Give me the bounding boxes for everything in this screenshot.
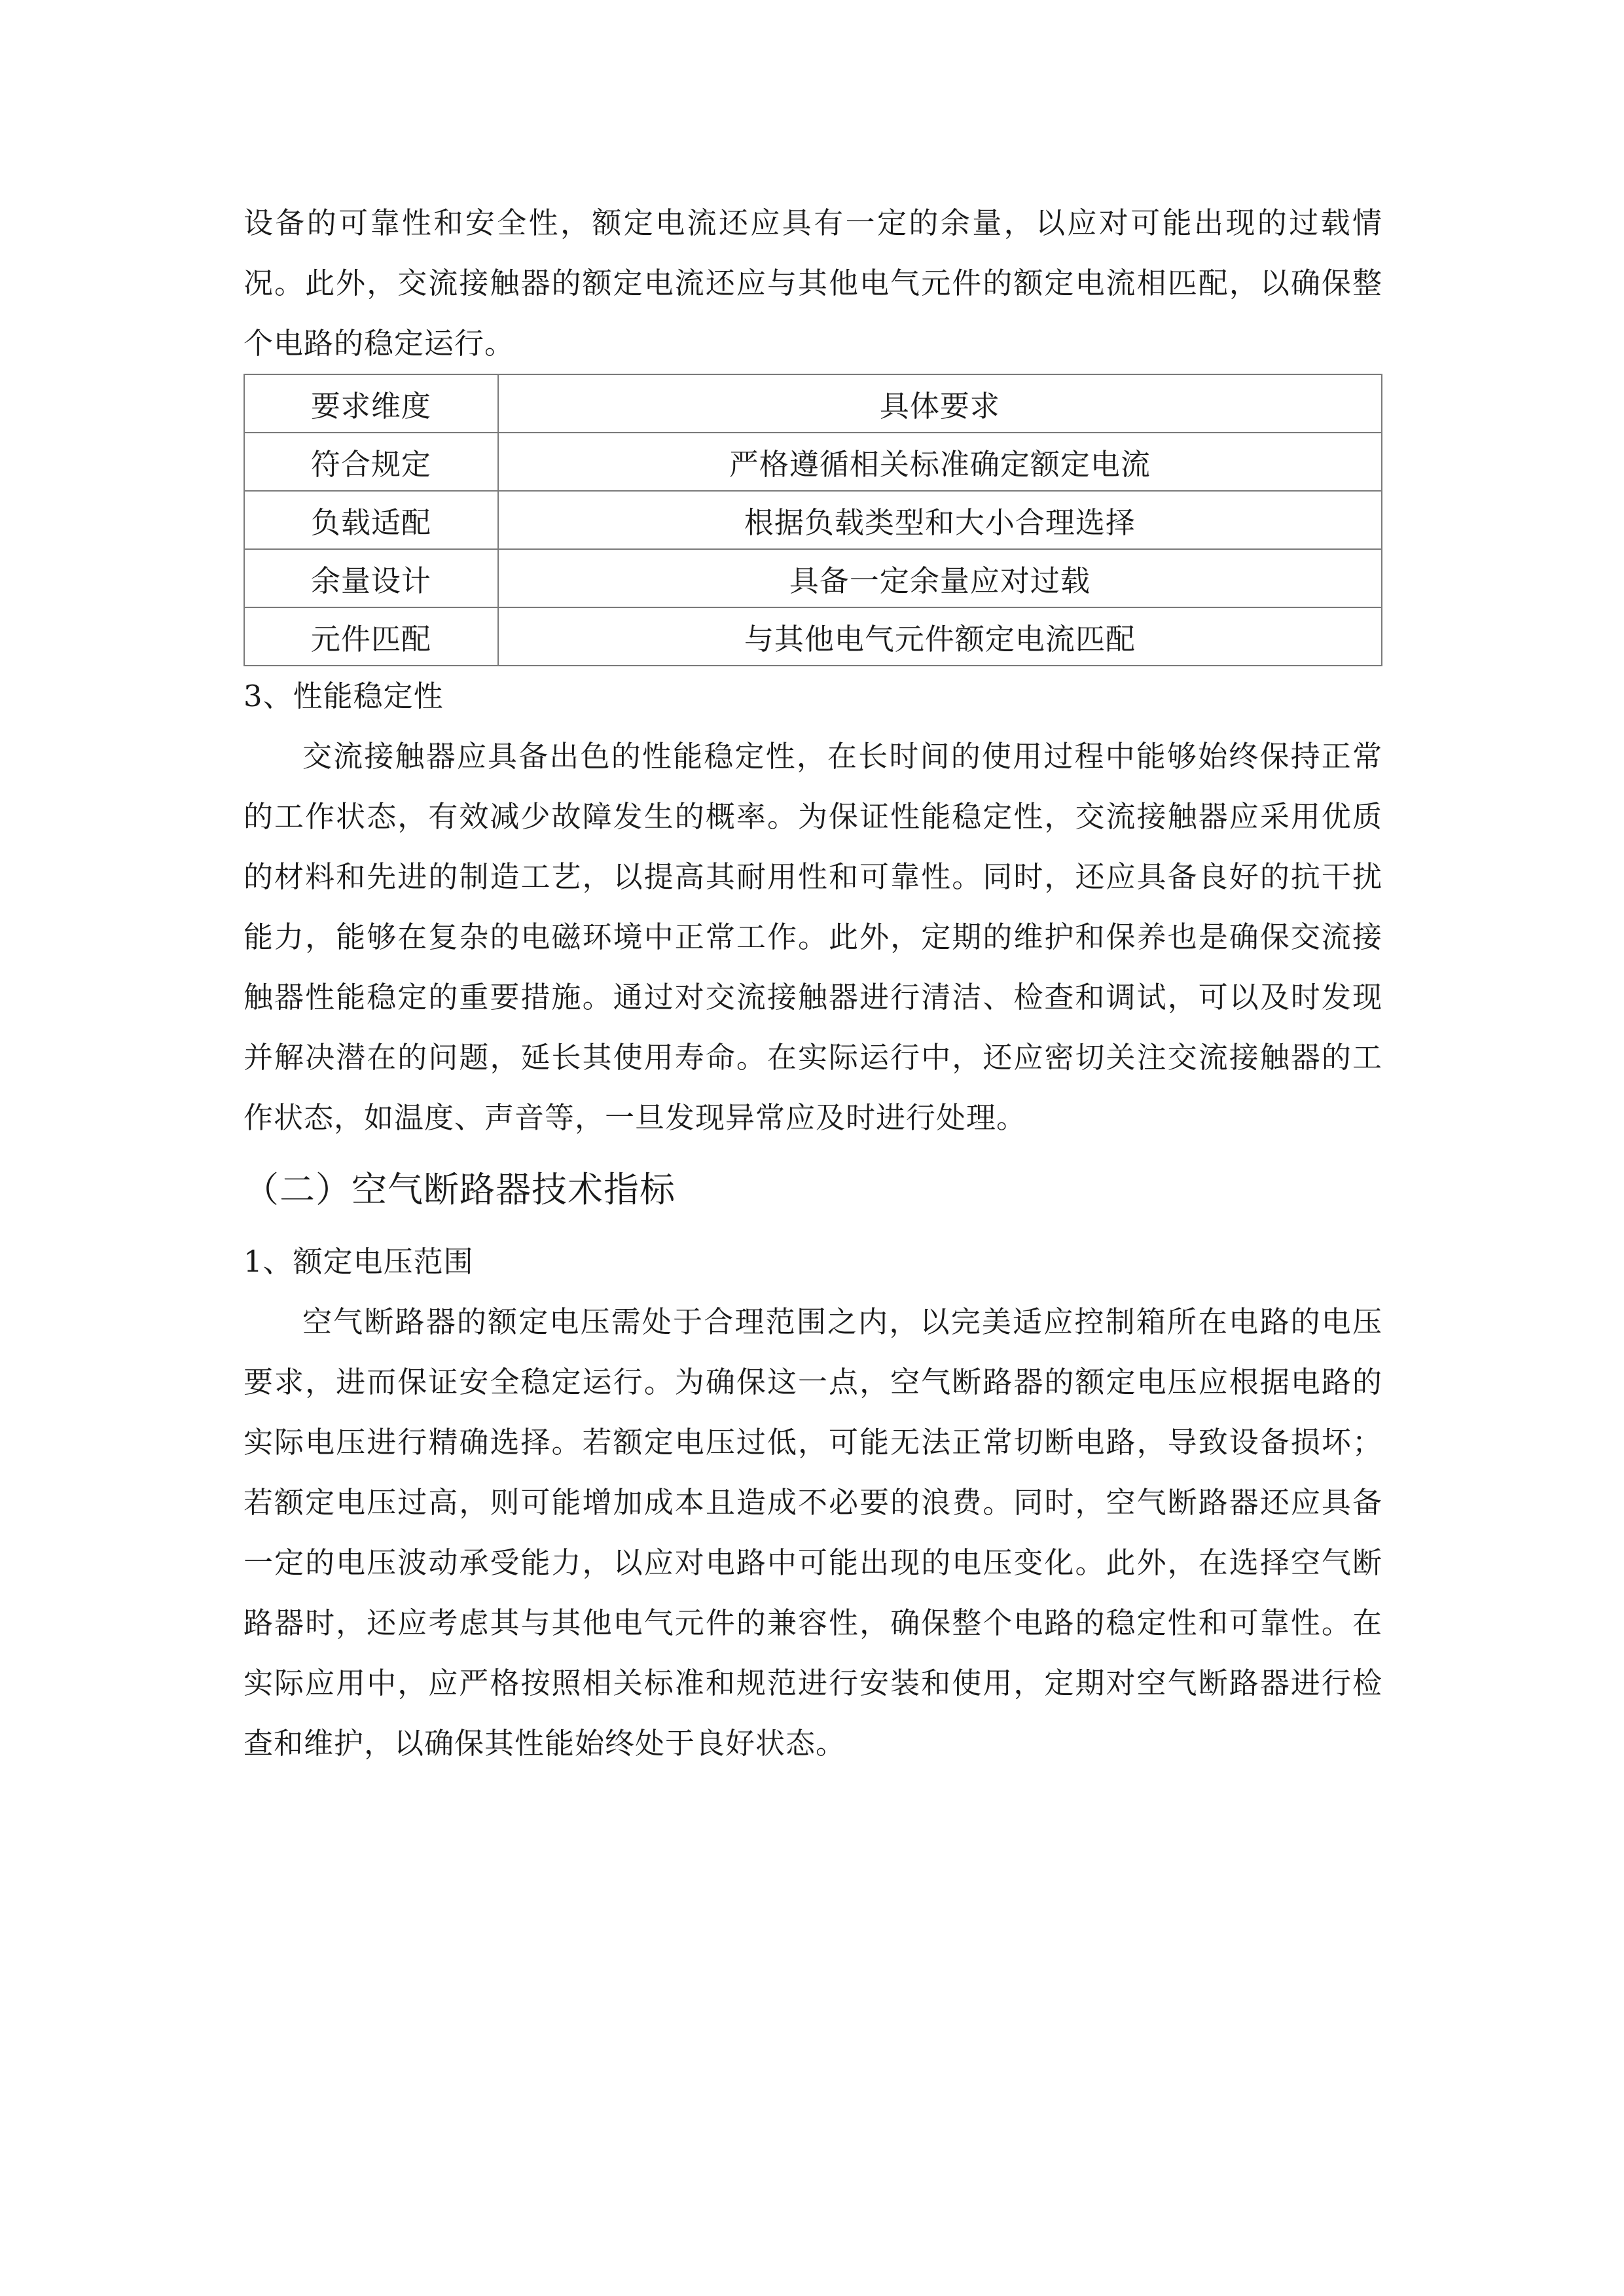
table-cell: 严格遵循相关标准确定额定电流 [498, 433, 1382, 491]
table-header-cell: 具体要求 [498, 374, 1382, 433]
table-header-row [244, 374, 1382, 433]
subsection-1-paragraph: 空气断路器的额定电压需处于合理范围之内，以完美适应控制箱所在电路的电压要求，进而保证安全稳定运行。为确保这一点，空气断路器的额定电压应根据电路的实际电压进行精确选择。若额定电压过低，可能无法正常切断电路，导致设备损坏；若额定电压过高，则可能增加成本且造成不必要的浪费。同时，空气断路器还应具备一定的电压波动承受能力，以应对电路中可能出现的电压变化。此外，在选择空气断路器时，还应考虑其与其他电气元件的兼容性，确保整个电路的稳定性和可靠性。在实际应用中，应严格按照相关标准和规范进行安装和使用，定期对空气断路器进行检查和维护，以确保其性能始终处于良好状态。 [244, 1304, 1382, 1761]
subsection-1-heading: 1、额定电压范围 [244, 1244, 474, 1279]
section-3-heading: 3、性能稳定性 [244, 679, 444, 713]
section-3-paragraph: 交流接触器应具备出色的性能稳定性，在长时间的使用过程中能够始终保持正常的工作状态，有效减少故障发生的概率。为保证性能稳定性，交流接触器应采用优质的材料和先进的制造工艺，以提高其耐用性和可靠性。同时，还应具备良好的抗干扰能力，能够在复杂的电磁环境中正常工作。此外，定期的维护和保养也是确保交流接触器性能稳定的重要措施。通过对交流接触器进行清洁、检查和调试，可以及时发现并解决潜在的问题，延长其使用寿命。在实际运行中，还应密切关注交流接触器的工作状态，如温度、声音等，一旦发现异常应及时进行处理。 [244, 739, 1382, 1135]
table-cell: 元件匹配 [244, 607, 498, 666]
table-header-cell: 要求维度 [244, 374, 498, 433]
page-content [244, 193, 1382, 1774]
section-b-title: （二）空气断路器技术指标 [244, 1169, 676, 1210]
table-cell: 与其他电气元件额定电流匹配 [498, 607, 1382, 666]
table-cell: 余量设计 [244, 549, 498, 607]
table-cell: 负载适配 [244, 491, 498, 549]
table-cell: 具备一定余量应对过载 [498, 549, 1382, 607]
table-row [244, 607, 1382, 666]
table-cell: 符合规定 [244, 433, 498, 491]
table-row [244, 549, 1382, 607]
table-row [244, 433, 1382, 491]
table-row [244, 491, 1382, 549]
intro-paragraph: 设备的可靠性和安全性，额定电流还应具有一定的余量，以应对可能出现的过载情况。此外，交流接触器的额定电流还应与其他电气元件的额定电流相匹配，以确保整个电路的稳定运行。 [244, 206, 1382, 361]
requirements-table [244, 374, 1382, 666]
table-cell: 根据负载类型和大小合理选择 [498, 491, 1382, 549]
